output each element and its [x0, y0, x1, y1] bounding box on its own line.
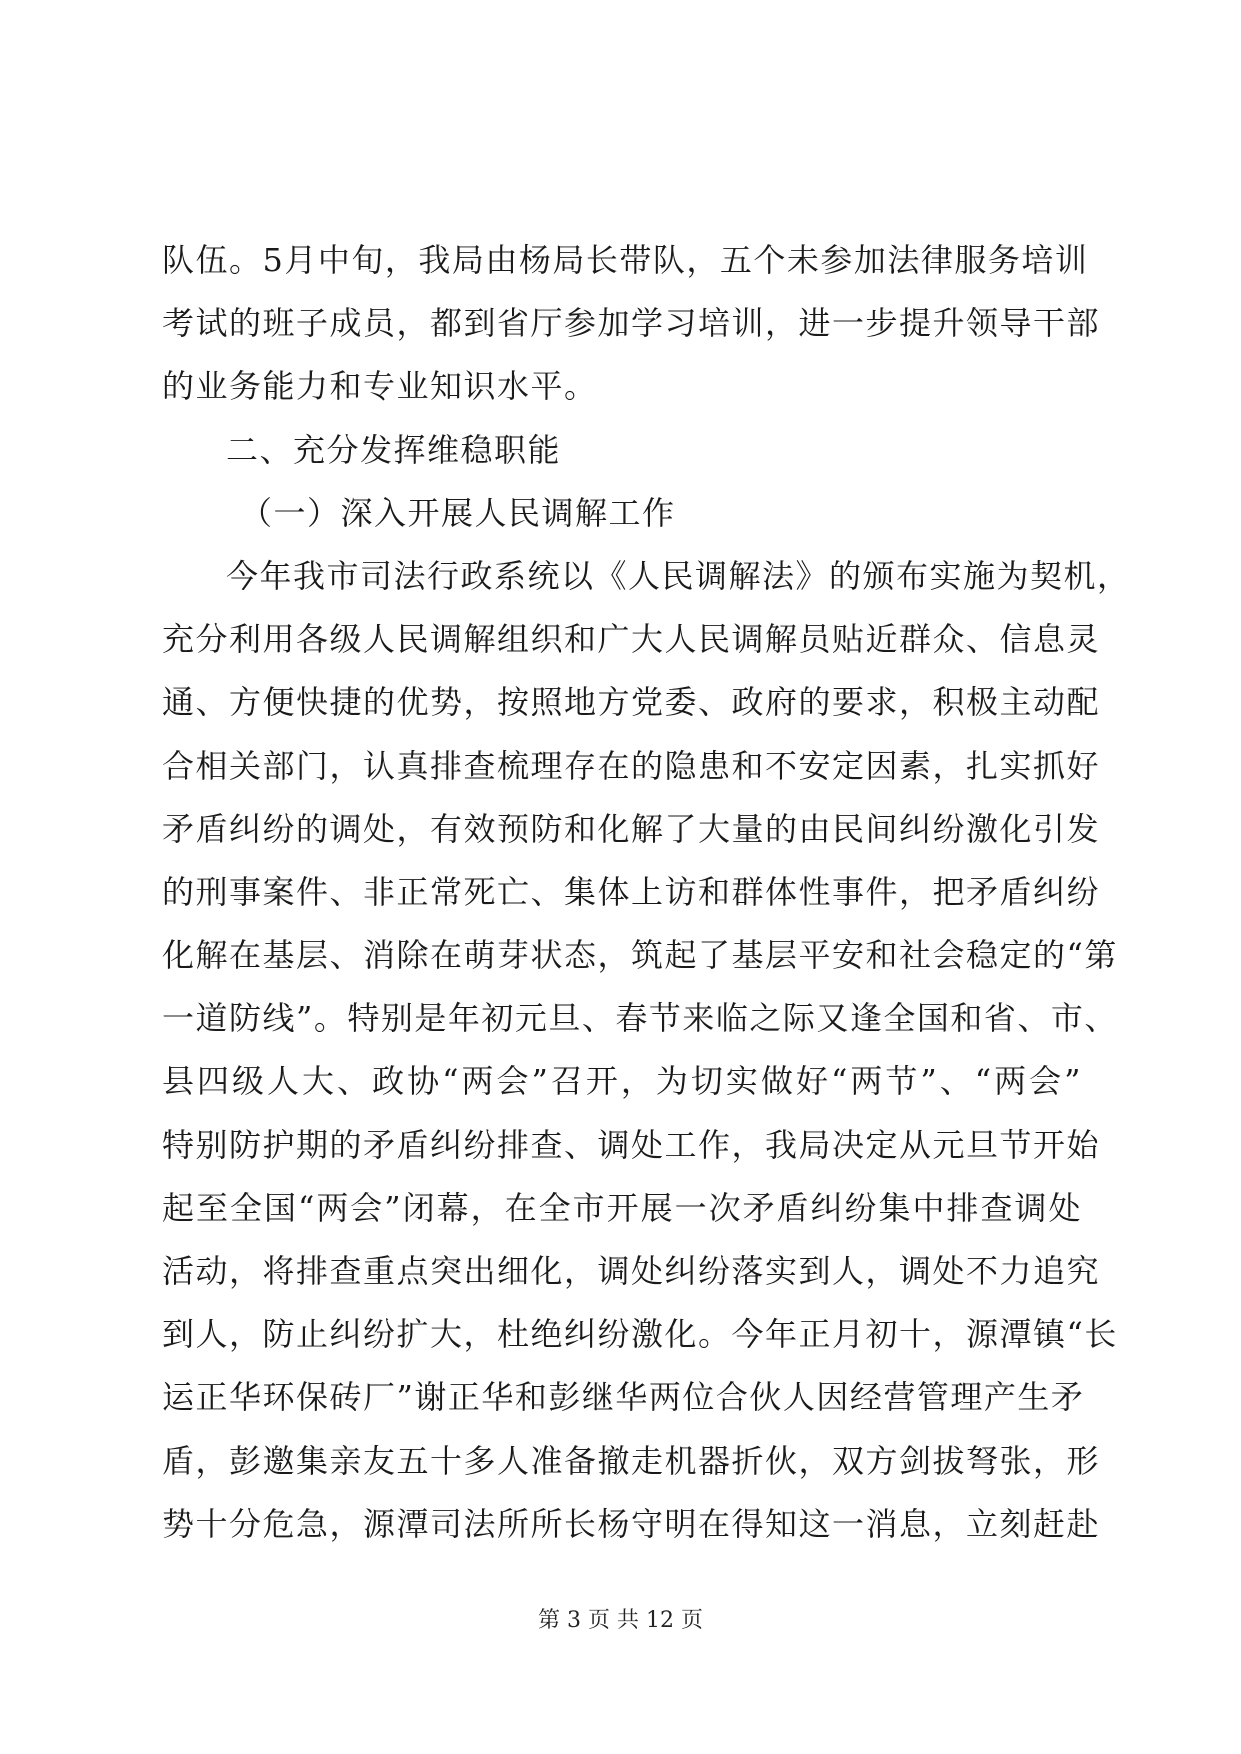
text-line: 县四级人大、政协“两会”召开，为切实做好“两节”、“两会” — [162, 1062, 1082, 1101]
text-line: 通、方便快捷的优势，按照地方党委、政府的要求，积极主动配 — [162, 683, 1101, 722]
body-text — [162, 229, 1131, 1556]
text-line: 起至全国“两会”闭幕，在全市开展一次矛盾纠纷集中排查调处 — [162, 1188, 1082, 1227]
text-line: 队伍。5月中旬，我局由杨局长带队，五个未参加法律服务培训 — [162, 241, 1089, 279]
page-number-footer: 第 3 页 共 12 页 — [538, 1608, 703, 1633]
text-line: 充分利用各级人民调解组织和广大人民调解员贴近群众、信息灵 — [162, 620, 1101, 659]
text-line: 一道防线”。特别是年初元旦、春节来临之际又逢全国和省、市、 — [162, 999, 1118, 1038]
text-line: 势十分危急，源潭司法所所长杨守明在得知这一消息，立刻赶赴 — [162, 1504, 1101, 1543]
section-heading: 二、充分发挥维稳职能 — [226, 430, 562, 469]
text-line: 盾，彭邀集亲友五十多人准备撤走机器折伙，双方剑拔弩张，形 — [162, 1441, 1101, 1480]
text-line: 化解在基层、消除在萌芽状态，筑起了基层平安和社会稳定的“第 — [162, 936, 1118, 975]
text-line: 的业务能力和专业知识水平。 — [162, 367, 598, 406]
text-line: 的刑事案件、非正常死亡、集体上访和群体性事件，把矛盾纠纷 — [162, 872, 1101, 911]
paragraph-first-line: 今年我市司法行政系统以《人民调解法》的颁布实施为契机， — [226, 556, 1131, 595]
text-line: 特别防护期的矛盾纠纷排查、调处工作，我局决定从元旦节开始 — [162, 1125, 1101, 1164]
text-line: 活动，将排查重点突出细化，调处纠纷落实到人，调处不力追究 — [162, 1252, 1101, 1290]
text-line: 矛盾纠纷的调处，有效预防和化解了大量的由民间纠纷激化引发 — [162, 809, 1101, 848]
text-line: 考试的班子成员，都到省厅参加学习培训，进一步提升领导干部 — [162, 304, 1101, 343]
text-line: 合相关部门，认真排查梳理存在的隐患和不安定因素，扎实抓好 — [162, 746, 1101, 785]
text-line: 到人，防止纠纷扩大，杜绝纠纷激化。今年正月初十，源潭镇“长 — [162, 1315, 1118, 1354]
text-line: 运正华环保砖厂”谢正华和彭继华两位合伙人因经营管理产生矛 — [162, 1378, 1085, 1417]
subsection-heading: （一）深入开展人民调解工作 — [240, 493, 676, 532]
